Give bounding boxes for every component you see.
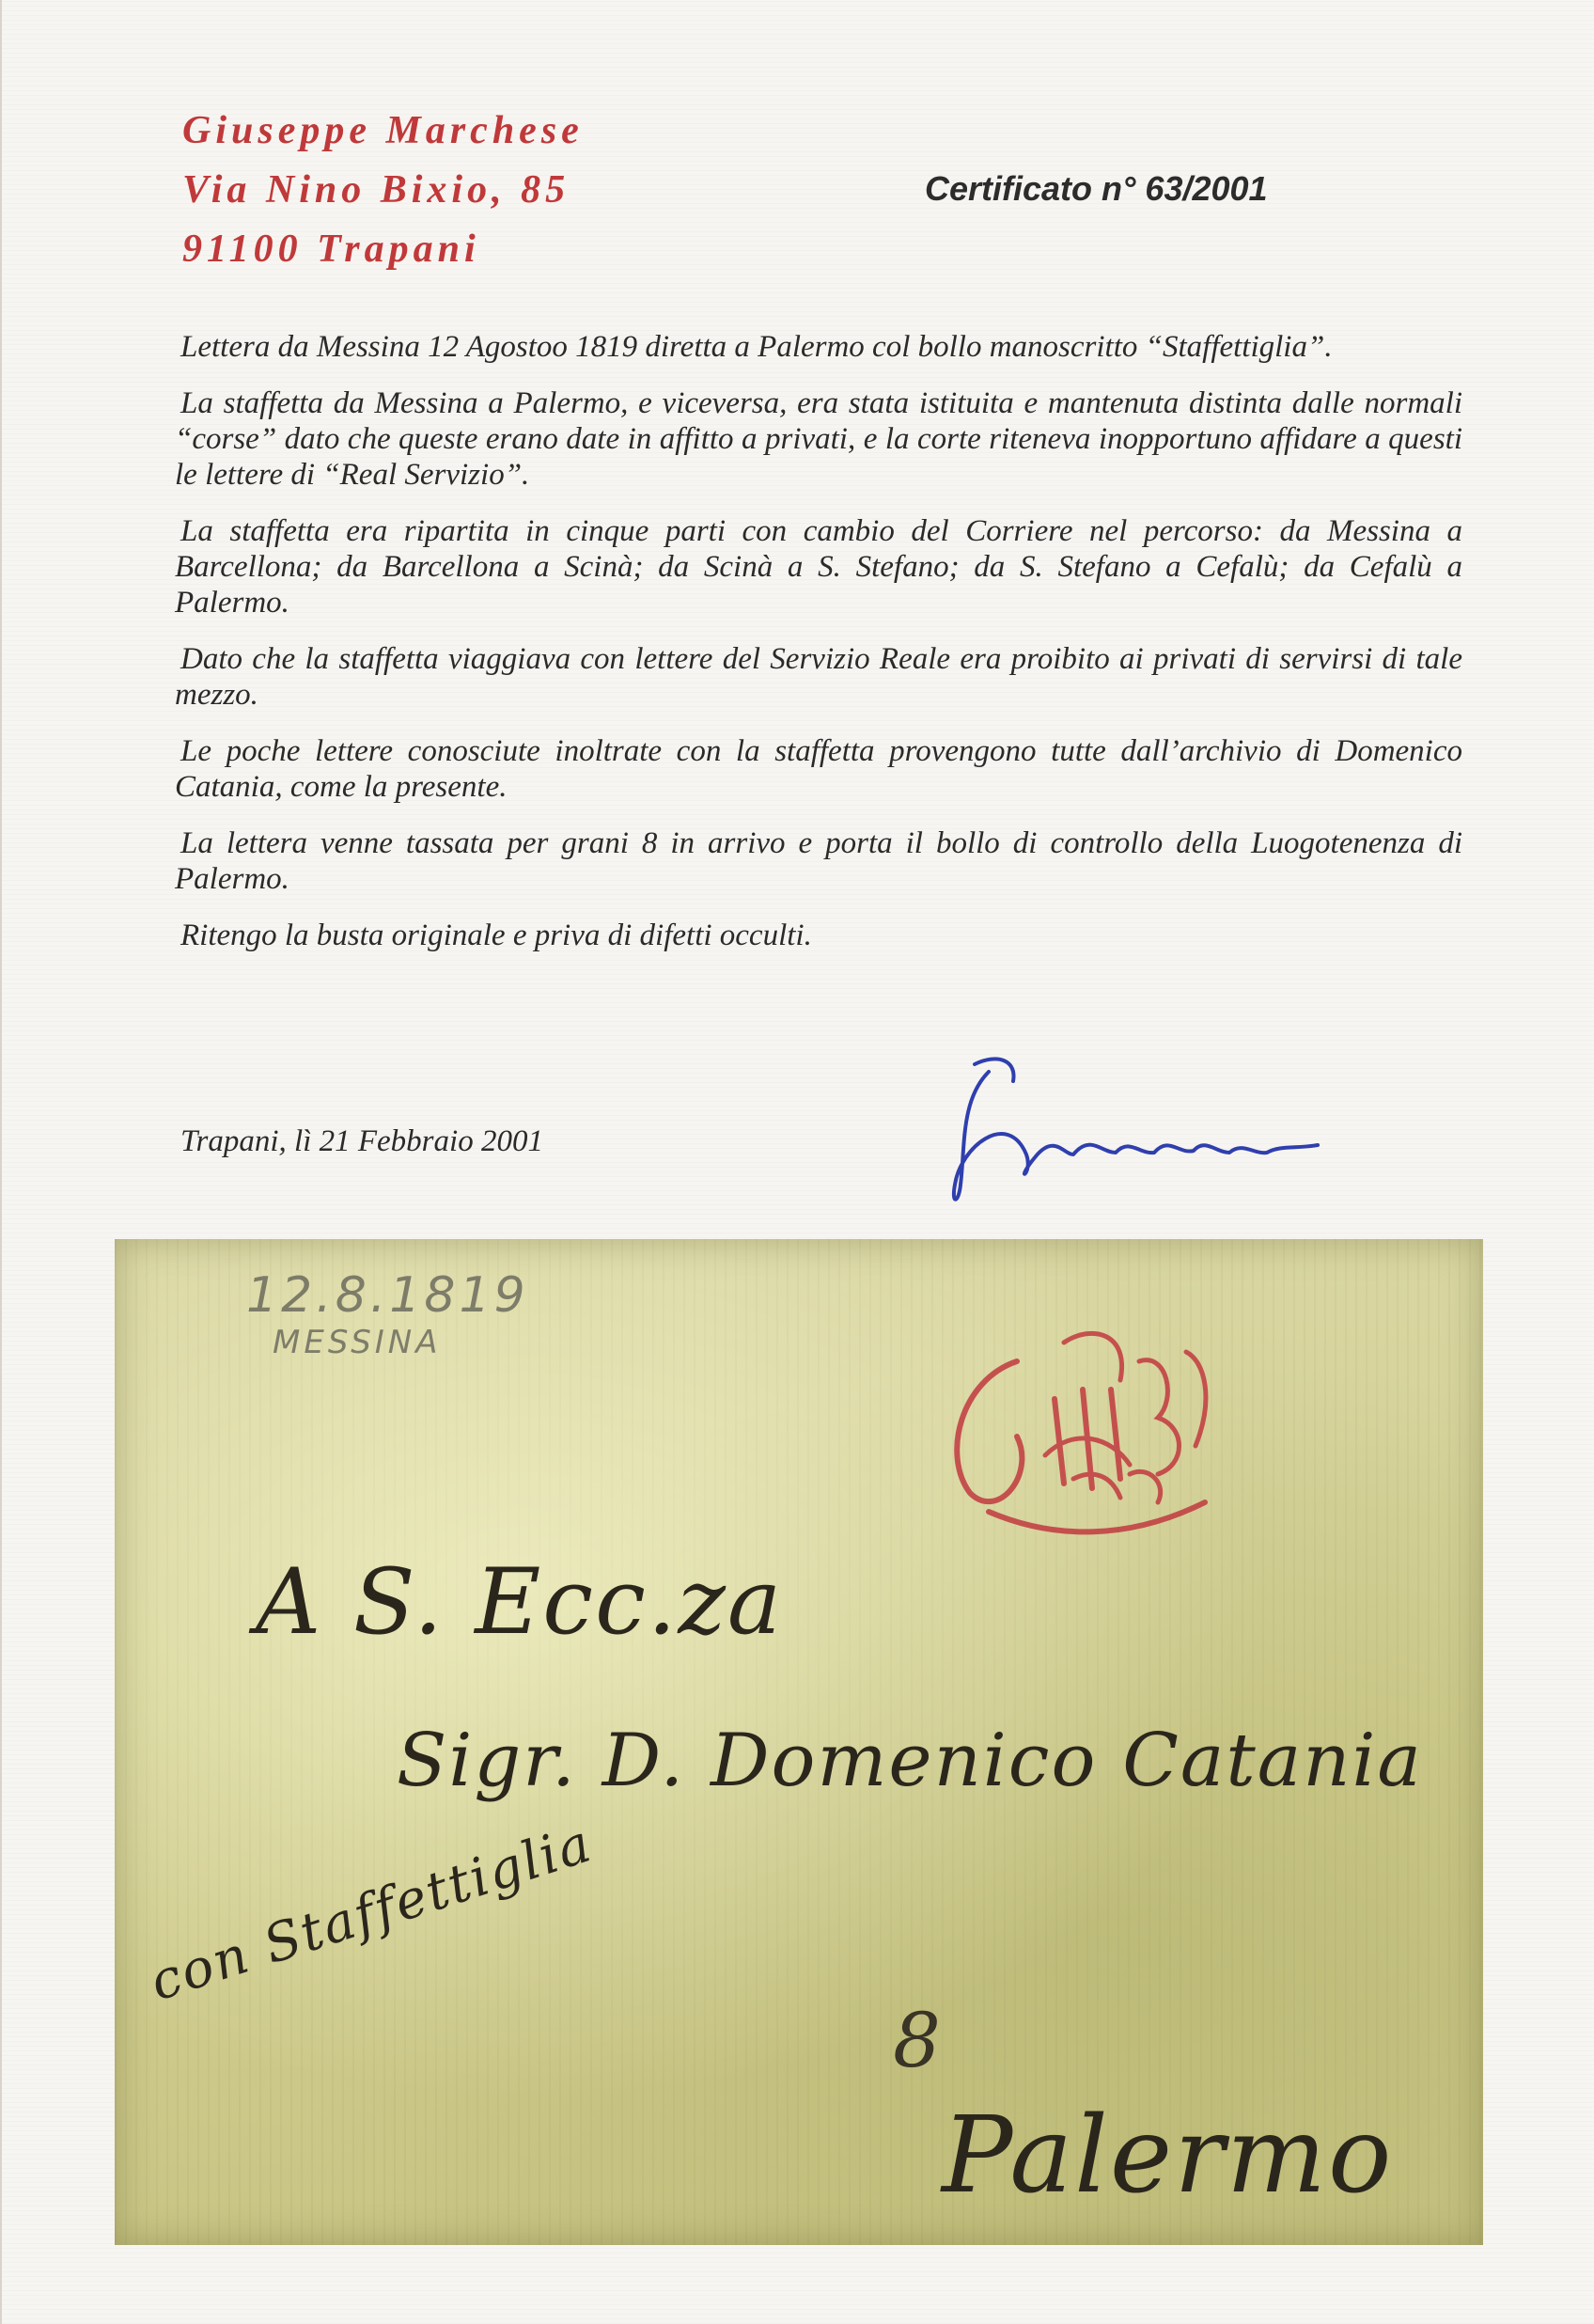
tax-mark: 8	[893, 1997, 941, 2084]
expert-name: Giuseppe Marchese	[182, 109, 584, 152]
paragraph: La staffetta da Messina a Palermo, e viceversa, era stata istituita e mantenuta distinta dalle normali “corse” dato che queste erano date in affitto a privati, e la corte riteneva inopportuno affidare a questi le lettere di “Real Servizio”.	[175, 386, 1462, 492]
address-line-2: Sigr. D. Domenico Catania	[397, 1719, 1423, 1803]
pencil-city: MESSINA	[273, 1324, 442, 1361]
letterhead	[182, 102, 584, 279]
address-line-1: A S. Ecc.za	[256, 1549, 784, 1655]
place-and-date: Trapani, lì 21 Febbraio 2001	[180, 1124, 543, 1158]
pencil-date: 12.8.1819	[246, 1267, 529, 1324]
certificate-body	[175, 329, 1462, 974]
red-cancel-stamp	[957, 1333, 1206, 1531]
expert-city: 91100 Trapani	[182, 228, 480, 271]
paragraph: Ritengo la busta originale e priva di difetti occulti.	[180, 919, 812, 952]
paragraph: Lettera da Messina 12 Agostoo 1819 diretta a Palermo col bollo manoscritto “Staffettiglia”.	[180, 330, 1333, 364]
routing-note: con Staffettiglia	[142, 1813, 600, 2014]
destination: Palermo	[942, 2095, 1394, 2217]
expert-street: Via Nino Bixio, 85	[182, 168, 570, 212]
signature	[923, 1044, 1365, 1213]
paragraph: La staffetta era ripartita in cinque parti con cambio del Corriere nel percorso: da Messina a Barcellona; da Barcellona a Scinà; da Scinà a S. Stefano; da S. Stefano a Cefalù; da Cefalù a Palermo.	[175, 514, 1462, 620]
paragraph: Le poche lettere conosciute inoltrate con la staffetta provengono tutte dall’archivio di Domenico Catania, come la presente.	[175, 734, 1462, 804]
postal-cover	[115, 1239, 1483, 2245]
certificate-number: Certificato n° 63/2001	[925, 169, 1268, 208]
paragraph: Dato che la staffetta viaggiava con lettere del Servizio Reale era proibito ai privati di servirsi di tale mezzo.	[175, 642, 1462, 712]
paragraph: La lettera venne tassata per grani 8 in arrivo e porta il bollo di controllo della Luogotenenza di Palermo.	[175, 826, 1462, 896]
signature-stroke	[954, 1072, 1318, 1200]
